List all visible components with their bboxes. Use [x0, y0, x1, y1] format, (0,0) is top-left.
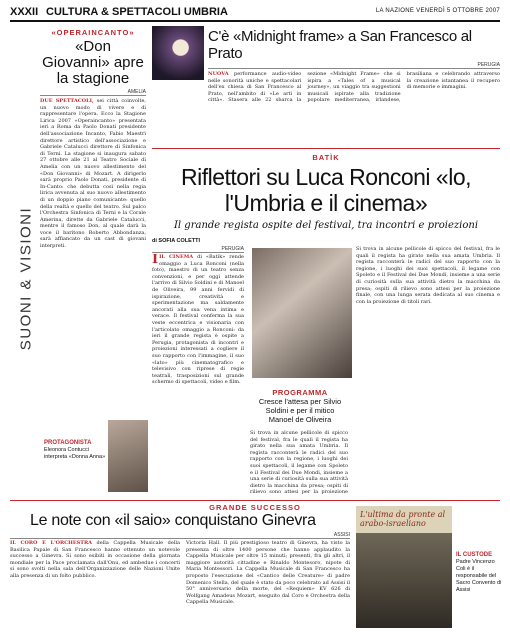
ronconi-photo — [252, 248, 352, 378]
page-header — [10, 6, 500, 22]
ginevra-location: ASSISI — [10, 532, 350, 539]
midnight-photo — [152, 26, 204, 80]
ronconi-byline: di SOFIA COLETTI — [152, 238, 201, 244]
giovanni-article — [40, 28, 146, 480]
ronconi-body-right: Si trova in alcune pellicole di spicco del festival, fra le quali il regista ha girato nella sua amata Umbria. Il regista racconterà le radici del suo rapporto con la regione, i luoghi dei suoi spettacoli, il legame con Spoleto e il Festival dei Due Mondi, insieme a una serie di curiosità sulla sua attività dietro la macchina da presa; ospiti di rilievo sono attesi per la proiezione finale, con una lunga serata dedicata al suo cinema e con la proiezione di titoli rari. — [356, 246, 500, 305]
ginevra-body-2: Victoria Hall. Il più prestigioso teatro di Ginevra, ha visto la presenza di oltre 1400 persone che hanno applaudito la Cappella Musicale per oltre 15 minuti; presenti, fra gli altri, il maggiore autorità cittadine e Rinaldo Montesoro, nipote di Maria Montessori. La Cappella Musicale di San Francesco ha proposto l'esecuzione del «Cantico delle Creature» di padre Domenico Stella, del quale è stato da poco celebrato ad Assisi il 50° anniversario della morte, del «Requiem» KV 626 di Wolfgang Amadeus Mozart, eseguito dal Coro e Orchestra della Cappella Musicale. — [186, 540, 350, 606]
ginevra-body: IL CORO E L'ORCHESTRA della Cappella Musicale della Basilica Papale di San Francesco hanno ottenuto un notevole successo a Ginevra. Si sono esibiti in occasione della giornata mondiale per la Pace proclamata dall'Onu, ed ambedue i concerti si sono svolti nella sala dell'Organizzazione delle Nazioni Unite alla presenza di un folto pubblico. — [10, 540, 180, 579]
protagonista-caption: PROTAGONISTA Eleonora Contucci interpreta «Donna Anna» — [44, 440, 106, 460]
ronconi-kicker: BATÌK — [312, 153, 340, 162]
sidebar-label: SUONI & VISIONI — [17, 206, 35, 351]
custode-photo — [356, 506, 452, 628]
giovanni-location: AMELIA — [40, 89, 146, 96]
ronconi-continued-col: Si trova in alcune pellicole di spicco del festival, fra le quali il regista ha girato nella sua amata Umbria. Il regista racconterà le radici del suo rapporto con la regione, i luoghi dei suoi spettacoli, il legame con Spoleto e il Festival dei Due Mondi, insieme a una serie di curiosità sulla sua attività dietro la macchina da presa; ospiti di rilievo sono attesi per la proiezione — [250, 430, 348, 494]
paper-date: LA NAZIONE VENERDÌ 5 OTTOBRE 2007 — [375, 8, 500, 14]
ronconi-body: IIL CINEMA di «Batìk» rende omaggio a Luca Ronconi (nella foto), maestro di un teatro senza convenzioni, e per oggi attende l'arrivo di Silvio Soldini e di Manoel de Oliveira, 99 anni fervidi di ispirazione, creatività e sperimentazione ma saldamente ancorati alla sua vena intima e verace. Il festival conferma la sua veste eccentrica e visionaria con l'articolato omaggio a Ronconi: da ieri il grande regista è ospite a Perugia, protagonista di incontri e proiezioni interessati a cogliere il suo rapporto con l'immagine, il suo «lato» più cinematografico e televisivo con riprese di regie teatrali, trasposizioni sul grande schermo di spettacoli, video e film. — [152, 254, 244, 386]
custode-caption: IL CUSTODE Padre Vincenzo Coli è il responsabile del Sacro Convento di Assisi — [456, 552, 502, 593]
midnight-body: NUOVA performance audio-video nelle sonorità uniche e spettacolari dell'ex chiesa di San Francesco al Prato, nell'ambito di «Le arti in città». Stasera alle 22 sbarca la sezione «Midnight Frame» che si ispira a «Tales of a musical journey», un viaggio tra suggestioni musicali ispirate alla tradizione popolare mediterranea, irlandese, brasiliana e celebrando attraverso la creazione istantanea il recupero di memorie e immagini. — [208, 71, 500, 104]
ronconi-title: Riflettori su Luca Ronconi «lo, l'Umbria e il cinema» — [180, 164, 472, 216]
page-number: XXXII — [10, 6, 39, 18]
section-divider — [152, 148, 500, 149]
ronconi-location: PERUGIA — [152, 246, 244, 253]
photo-banner-text: L'ultima da pronte al arabo-israeliano — [360, 510, 446, 528]
midnight-article — [152, 26, 500, 149]
section-title: CULTURA & SPETTACOLI UMBRIA — [46, 6, 228, 18]
midnight-location: PERUGIA — [208, 62, 500, 69]
ginevra-divider — [10, 500, 500, 501]
midnight-title: C'è «Midnight frame» a San Francesco al Prato — [208, 28, 472, 62]
ginevra-kicker: GRANDE SUCCESSO — [209, 503, 301, 512]
ginevra-title: Le note con «il saio» conquistano Ginevra — [30, 512, 316, 529]
giovanni-body: DUE SPETTACOLI, sei città coinvolte, un nuovo modo di vivere e di rappresentare l'opera. Ecco la Stagione Lirica 2007 «Operaincanto» presentata ieri a Roma da Paolo Donati presidente dell'associazione Incanto, Fabio Maestri direttore artistico dell'associazione e Gabriele Catalucci direttore di Sinfonica di Terni. La stagione si inaugura sabato 27 ottobre alle 21 al Teatro Sociale di Amelia con un nuovo allestimento del «Don Giovanni» di Mozart. A dirigerlo sarà proprio Paolo Donati, presidente di In-Canto: che debutta così nella regia lirica avvenuta al suo nuovo allestimento di un doppio piano comunicante: quello della realtà e quello del teatro. Sul palco l'Orchestra Sinfonica di Terni e la Corale Amerina, dirette da Gabriele Catalucci, mentre il famoso Don, al quale darà la voce il baritono Roberto Abbondanza, sarà affiancato da un cast di giovani interpreti. — [40, 98, 146, 250]
programma-box: PROGRAMMA Cresce l'attesa per Silvio Soldini e per il mitico Manoel de Oliveira — [258, 388, 342, 424]
protagonista-photo — [108, 420, 148, 492]
ronconi-subtitle: Il grande regista ospite del festival, tra incontri e proiezioni — [173, 220, 479, 231]
giovanni-title: «Don Giovanni» apre la stagione — [42, 38, 144, 87]
giovanni-kicker: «OPERAINCANTO» — [51, 28, 135, 37]
